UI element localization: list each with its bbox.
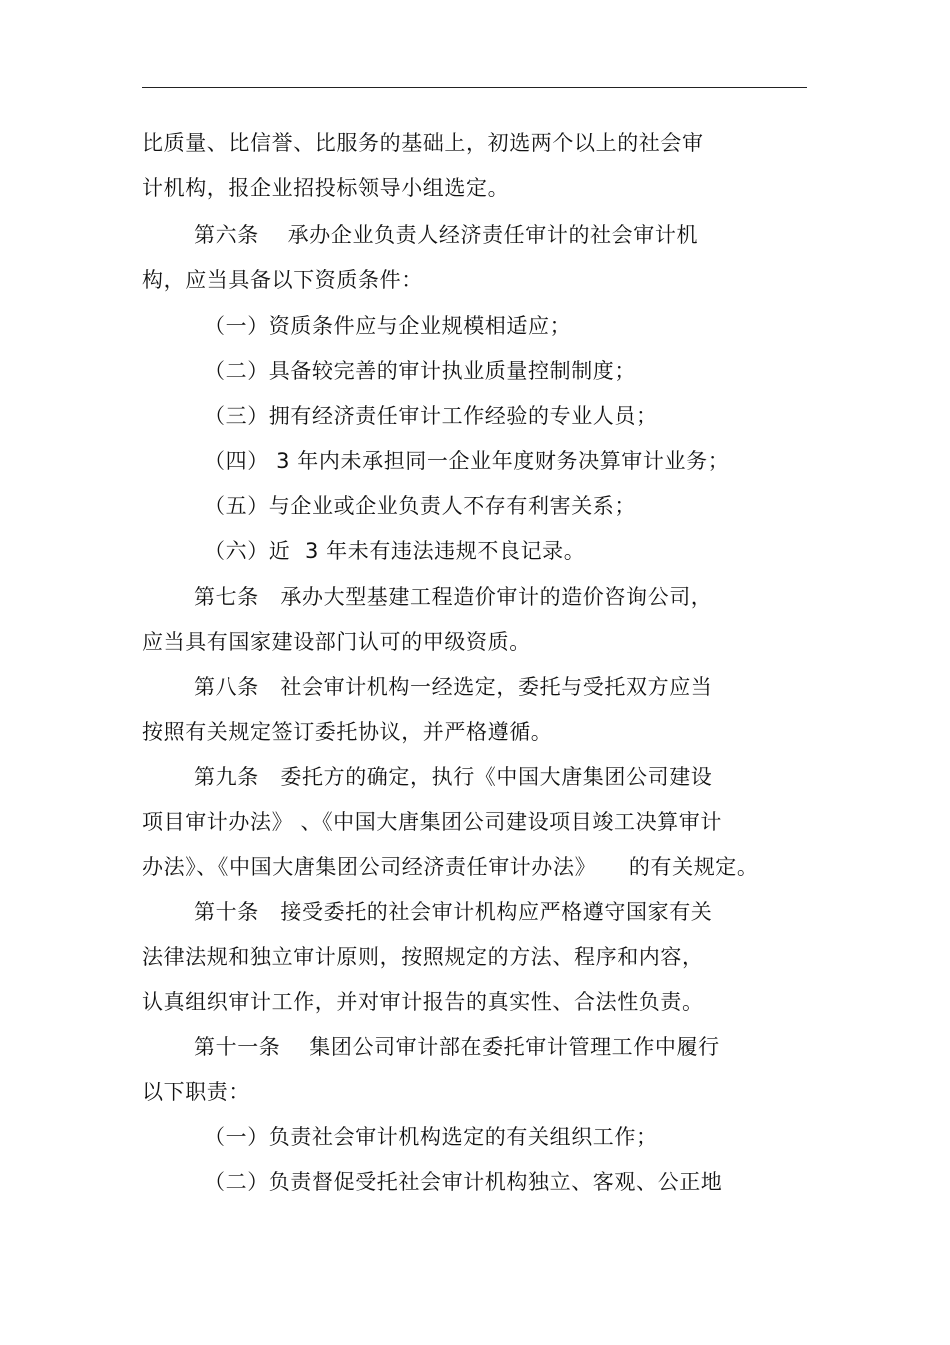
paragraph-line: 构，应当具备以下资质条件： <box>142 268 423 292</box>
list-item: （一）资质条件应与企业规模相适应； <box>204 314 572 338</box>
paragraph-line: 项目审计办法》 、《中国大唐集团公司建设项目竣工决算审计 <box>142 810 722 834</box>
article-11-heading-line: 第十一条 集团公司审计部在委托审计管理工作中履行 <box>194 1035 720 1059</box>
list-item: （五）与企业或企业负责人不存有利害关系； <box>204 494 636 518</box>
article-7-heading-line: 第七条 承办大型基建工程造价审计的造价咨询公司， <box>194 585 713 609</box>
paragraph-line: 应当具有国家建设部门认可的甲级资质。 <box>142 630 531 654</box>
list-item: （二）具备较完善的审计执业质量控制制度； <box>204 359 636 383</box>
paragraph-line: 办法》、《中国大唐集团公司经济责任审计办法》 的有关规定。 <box>142 855 759 879</box>
list-item: （四） 3 年内未承担同一企业年度财务决算审计业务； <box>204 449 730 473</box>
article-8-heading-line: 第八条 社会审计机构一经选定，委托与受托双方应当 <box>194 675 713 699</box>
header-rule <box>142 87 807 88</box>
article-6-heading-line: 第六条 承办企业负责人经济责任审计的社会审计机 <box>194 223 699 247</box>
article-10-heading-line: 第十条 接受委托的社会审计机构应严格遵守国家有关 <box>194 900 713 924</box>
paragraph-line: 按照有关规定签订委托协议，并严格遵循。 <box>142 720 553 744</box>
list-item: （六）近 3 年未有违法违规不良记录。 <box>204 539 586 563</box>
list-item: （二）负责督促受托社会审计机构独立、客观、公正地 <box>204 1170 723 1194</box>
paragraph-line: 以下职责： <box>142 1080 250 1104</box>
list-item: （三）拥有经济责任审计工作经验的专业人员； <box>204 404 658 428</box>
article-9-heading-line: 第九条 委托方的确定，执行《中国大唐集团公司建设 <box>194 765 713 789</box>
paragraph-line: 认真组织审计工作，并对审计报告的真实性、合法性负责。 <box>142 990 704 1014</box>
paragraph-line: 计机构，报企业招投标领导小组选定。 <box>142 176 510 200</box>
list-item: （一）负责社会审计机构选定的有关组织工作； <box>204 1125 658 1149</box>
paragraph-line: 法律法规和独立审计原则，按照规定的方法、程序和内容， <box>142 945 704 969</box>
paragraph-line: 比质量、比信誉、比服务的基础上，初选两个以上的社会审 <box>142 131 704 155</box>
